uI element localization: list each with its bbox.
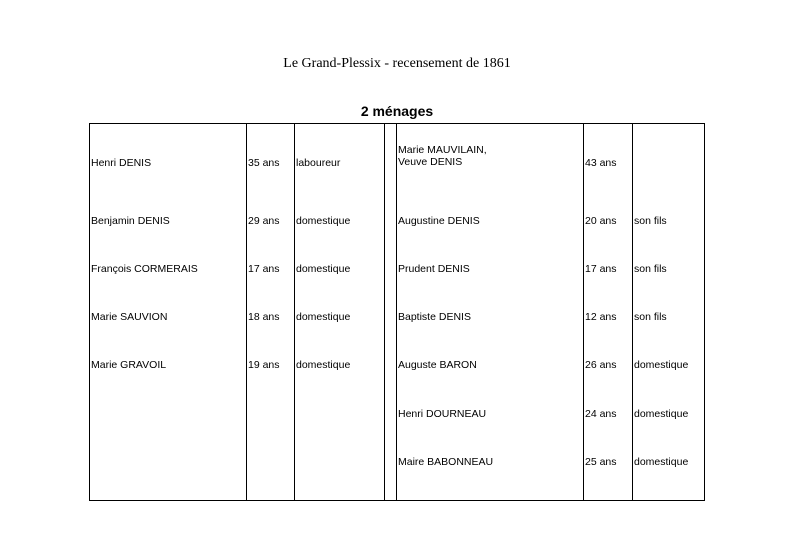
person-role: son fils	[634, 263, 667, 275]
column-divider	[632, 123, 633, 501]
person-role: domestique	[634, 359, 689, 371]
household-separator	[384, 123, 385, 501]
person-age: 17 ans	[585, 263, 617, 275]
person-name: Henri DENIS	[91, 157, 152, 169]
person-age: 35 ans	[248, 157, 280, 169]
person-name: Henri DOURNEAU	[398, 408, 487, 420]
person-name: Marie GRAVOIL	[91, 359, 167, 371]
person-age: 19 ans	[248, 359, 280, 371]
person-name: Baptiste DENIS	[398, 311, 471, 323]
person-name: Prudent DENIS	[398, 263, 470, 275]
person-age: 24 ans	[585, 408, 617, 420]
person-age: 17 ans	[248, 263, 280, 275]
person-role: domestique	[296, 215, 351, 227]
person-role: domestique	[296, 359, 351, 371]
column-divider	[246, 123, 247, 501]
person-age: 12 ans	[585, 311, 617, 323]
person-role: domestique	[634, 408, 689, 420]
person-role: domestique	[296, 263, 351, 275]
document-title: Le Grand-Plessix - recensement de 1861	[283, 56, 511, 71]
person-age: 25 ans	[585, 456, 617, 468]
person-age: 26 ans	[585, 359, 617, 371]
column-divider	[294, 123, 295, 501]
person-age: 20 ans	[585, 215, 617, 227]
person-name: François CORMERAIS	[91, 263, 198, 275]
person-name: Maire BABONNEAU	[398, 456, 494, 468]
person-role: son fils	[634, 311, 667, 323]
person-age: 29 ans	[248, 215, 280, 227]
person-name: Marie MAUVILAIN, Veuve DENIS	[398, 144, 487, 168]
column-divider	[583, 123, 584, 501]
person-age: 43 ans	[585, 157, 617, 169]
household-separator	[396, 123, 397, 501]
person-age: 18 ans	[248, 311, 280, 323]
person-name: Benjamin DENIS	[91, 215, 170, 227]
person-name: Auguste BARON	[398, 359, 477, 371]
person-role: domestique	[634, 456, 689, 468]
person-name: Marie SAUVION	[91, 311, 168, 323]
person-role: domestique	[296, 311, 351, 323]
person-name: Augustine DENIS	[398, 215, 480, 227]
person-role: son fils	[634, 215, 667, 227]
person-role: laboureur	[296, 157, 341, 169]
households-subtitle: 2 ménages	[360, 103, 434, 119]
